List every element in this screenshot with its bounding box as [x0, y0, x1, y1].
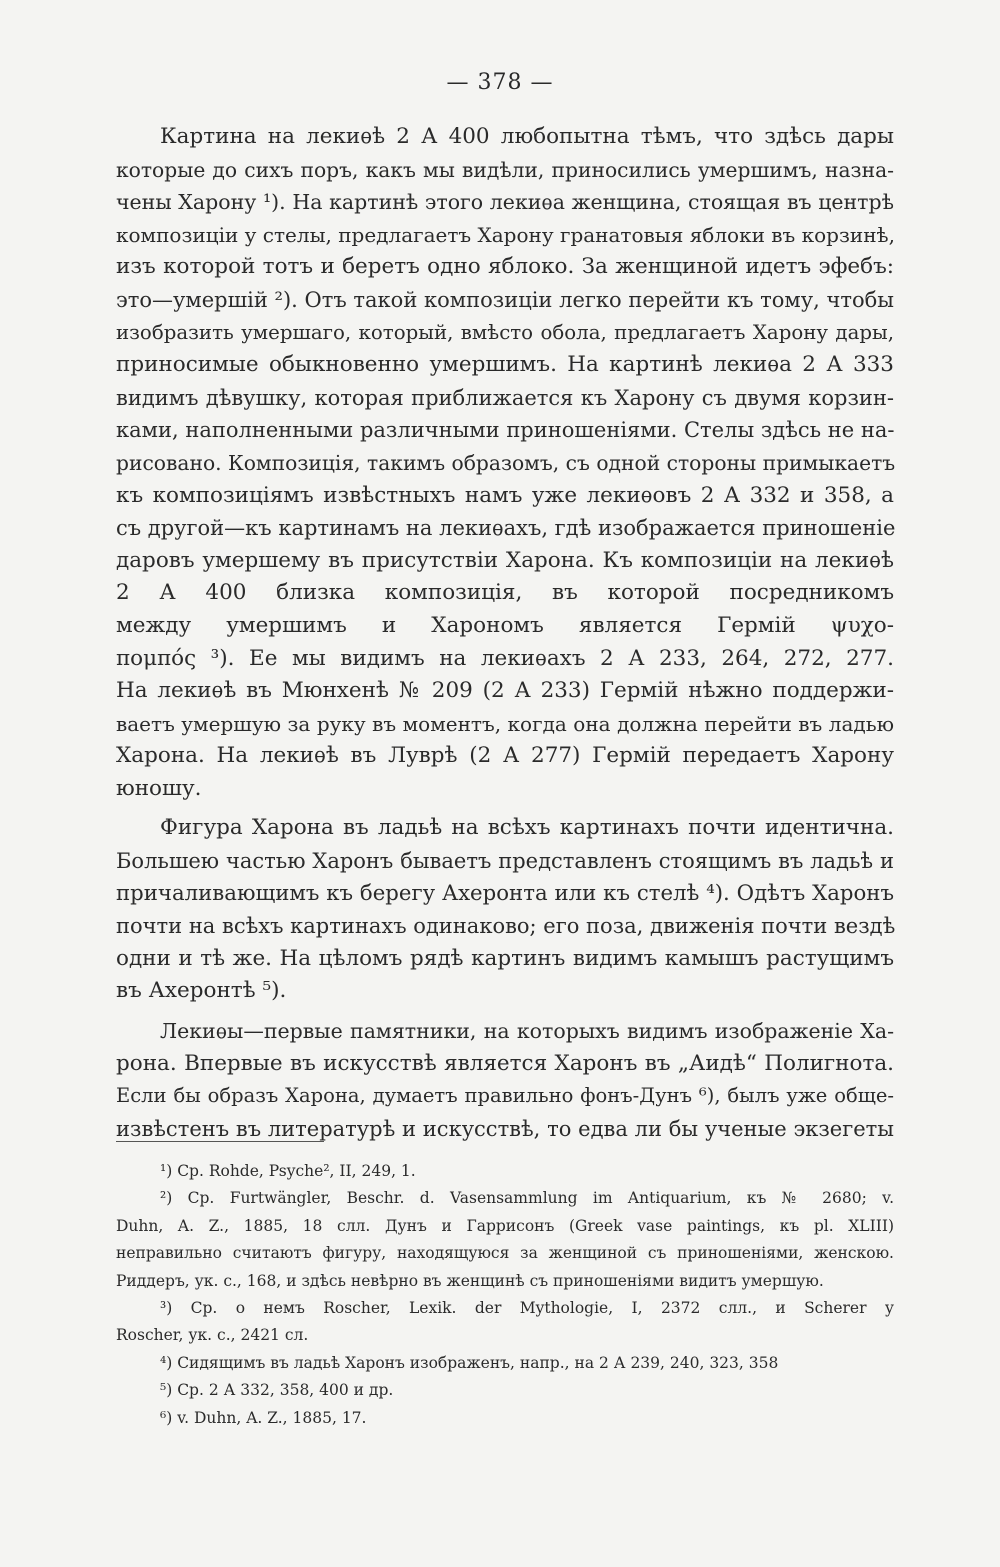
text-line: Картина на лекиѳѣ 2 А 400 любопытна тѣмъ, что здѣсь дары: [160, 124, 894, 149]
text-line: съ другой—къ картинамъ на лекиѳахъ, гдѣ изображается приношеніе: [116, 516, 896, 541]
text-line: почти на всѣхъ картинахъ одинаково; его поза, движенія почти вездѣ: [116, 914, 896, 939]
text-line: даровъ умершему въ присутствіи Харона. Къ композиціи на лекиѳѣ: [116, 547, 894, 573]
paragraph-3: [116, 1015, 894, 1145]
text-line: извѣстенъ въ литературѣ и искусствѣ, то едва ли бы ученые экзегеты: [116, 1116, 894, 1141]
footnote-line: Roscher, ук. с., 2421 сл.: [116, 1326, 309, 1345]
text-line: рисовано. Композиція, такимъ образомъ, съ одной стороны примыкаетъ: [116, 450, 896, 475]
text-line: Большею частью Харонъ бываетъ представленъ стоящимъ въ ладьѣ и: [116, 849, 894, 874]
footnotes: [116, 1158, 894, 1432]
text-line: πομπός ³). Ее мы видимъ на лекиѳахъ 2 А 233, 264, 272, 277.: [116, 645, 894, 671]
footnote-line: Duhn, A. Z., 1885, 18 слл. Дунъ и Гаррисонъ (Greek vase paintings, къ pl. XLIII): [116, 1216, 894, 1235]
text-line: композиціи у стелы, предлагаетъ Харону гранатовыя яблоки въ корзинѣ,: [116, 222, 895, 247]
footnote-line: Риддеръ, ук. с., 168, и здѣсь невѣрно въ женщинѣ съ приношеніями видитъ умершую.: [116, 1271, 824, 1290]
footnote-3: [116, 1295, 894, 1350]
text-line: Харона. На лекиѳѣ въ Луврѣ (2 А 277) Гермій передаетъ Харону: [116, 743, 894, 769]
footnote-line: ⁶) v. Duhn, A. Z., 1885, 17.: [160, 1408, 367, 1427]
body-text: [116, 121, 894, 1145]
footnote-line: ²) Ср. Furtwängler, Beschr. d. Vasensammlung im Antiquarium, къ № 2680; v.: [160, 1189, 894, 1208]
footnote-6: [116, 1405, 894, 1432]
text-line: ваетъ умершую за руку въ моментъ, когда она должна перейти въ ладью: [116, 711, 894, 736]
footnote-line: ¹) Ср. Rohde, Psyche², II, 249, 1.: [160, 1162, 416, 1180]
text-line: видимъ дѣвушку, которая приближается къ Харону съ двумя корзин-: [116, 385, 894, 410]
footnote-line: ³) Ср. о немъ Roscher, Lexik. der Mythologie, I, 2372 слл., и Scherer у: [160, 1298, 894, 1317]
text-line: чены Харону ¹). На картинѣ этого лекиѳа женщина, стоящая въ центрѣ: [116, 190, 894, 215]
text-line: приносимые обыкновенно умершимъ. На картинѣ лекиѳа 2 А 333: [116, 352, 894, 378]
text-line: На лекиѳѣ въ Мюнхенѣ № 209 (2 А 233) Гермій нѣжно поддержи-: [116, 678, 894, 704]
text-line: изобразить умершаго, который, вмѣсто обола, предлагаетъ Харону дары,: [116, 320, 894, 344]
text-line: рона. Впервые въ искусствѣ является Харонъ въ „Аидѣ“ Полигнота.: [116, 1050, 894, 1076]
text-line: которые до сихъ поръ, какъ мы видѣли, приносились умершимъ, назна-: [116, 157, 894, 182]
text-line: въ Ахеронтѣ ⁵).: [116, 978, 287, 1004]
text-line: Если бы образъ Харона, думаетъ правильно фонъ-Дунъ ⁶), былъ уже обще-: [116, 1084, 894, 1108]
text-line: къ композиціямъ извѣстныхъ намъ уже лекиѳовъ 2 А 332 и 358, а: [116, 482, 894, 508]
footnote-line: ⁴) Сидящимъ въ ладьѣ Харонъ изображенъ, напр., на 2 А 239, 240, 323, 358: [160, 1353, 779, 1372]
footnote-5: [116, 1377, 894, 1404]
text-line: Фигура Харона въ ладьѣ на всѣхъ картинахъ почти идентична.: [160, 815, 894, 841]
text-line: 2 А 400 близка композиція, въ которой посредникомъ: [116, 580, 894, 606]
footnote-2: [116, 1185, 894, 1295]
text-line: изъ которой тотъ и беретъ одно яблоко. За женщиной идетъ эфебъ:: [116, 254, 894, 280]
footnote-line: ⁵) Ср. 2 А 332, 358, 400 и др.: [160, 1381, 394, 1400]
paragraph-2: [116, 812, 894, 1008]
text-line: Лекиѳы—первые памятники, на которыхъ видимъ изображеніе Ха-: [160, 1019, 894, 1044]
page-number: — 378 —: [446, 70, 554, 95]
footnote-line: неправильно считаютъ фигуру, находящуюся за женщиной съ приношеніями, женскою.: [116, 1244, 894, 1263]
paragraph-1: [116, 121, 894, 805]
text-line: это—умершій ²). Отъ такой композиціи легко перейти къ тому, чтобы: [116, 287, 894, 312]
footnote-4: [116, 1350, 894, 1377]
text-line: ками, наполненными различными приношеніями. Стелы здѣсь не на-: [116, 418, 895, 443]
text-line: причаливающимъ къ берегу Ахеронта или къ стелѣ ⁴). Одѣтъ Харонъ: [116, 880, 894, 906]
text-line: юношу.: [116, 775, 202, 801]
text-line: одни и тѣ же. На цѣломъ рядѣ картинъ видимъ камышъ растущимъ: [116, 945, 894, 971]
footnote-divider: [116, 1141, 324, 1142]
text-line: между умершимъ и Харономъ является Гермій ψυχο-: [116, 612, 894, 638]
footnote-1: [116, 1158, 894, 1185]
